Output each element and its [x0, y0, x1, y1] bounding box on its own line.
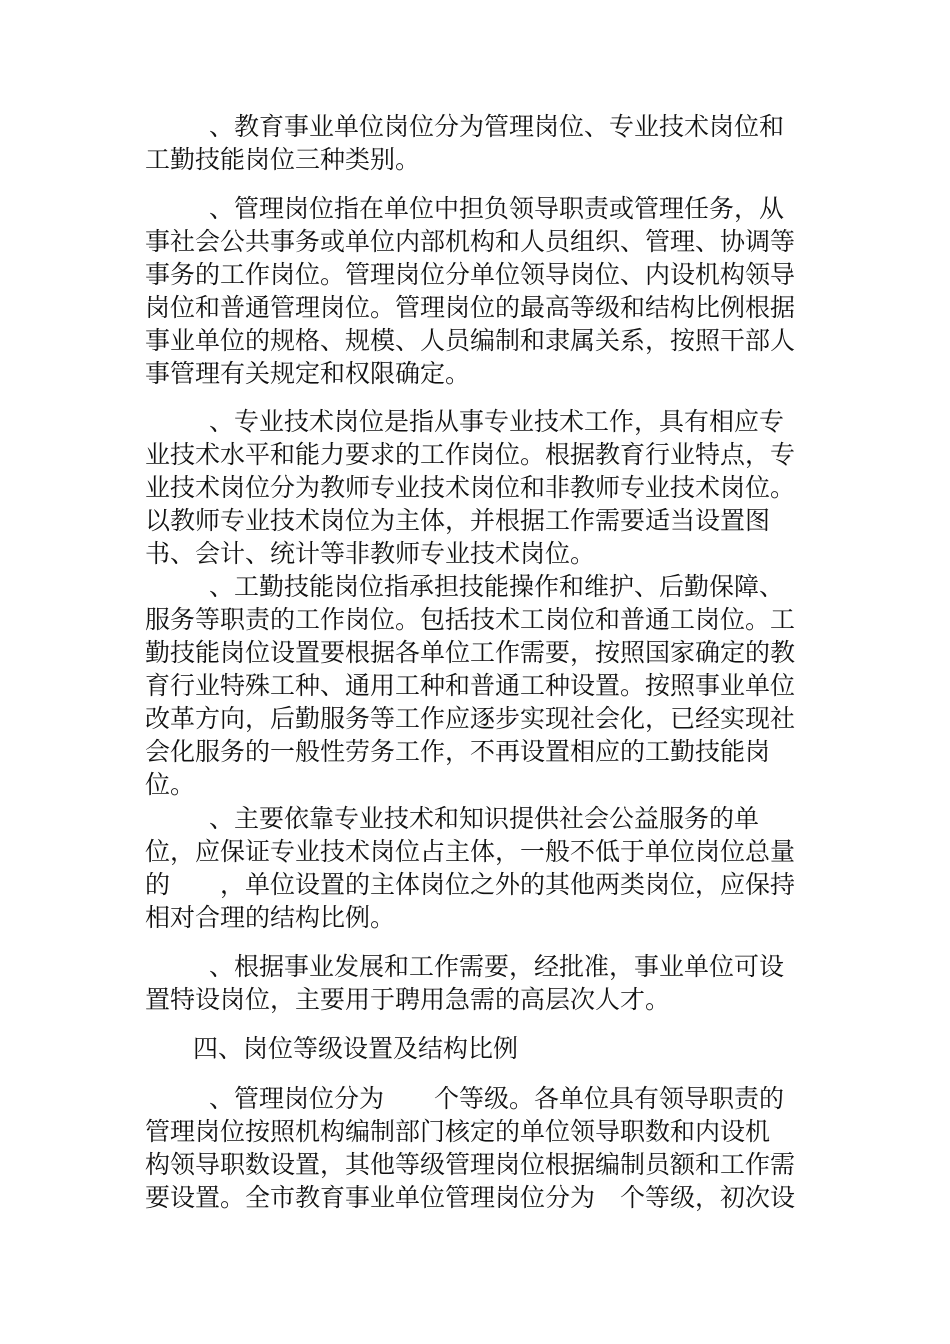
text-line: 工勤技能岗位三种类别。: [145, 145, 421, 174]
paragraph-public-service-units: [145, 802, 825, 934]
paragraph-skilled-worker-posts: [145, 570, 825, 801]
heading-text: 四、岗位等级设置及结构比例: [193, 1034, 519, 1063]
text-line: 的 ，单位设置的主体岗位之外的其他两类岗位，应保持: [145, 870, 796, 899]
text-line: 、教育事业单位岗位分为管理岗位、专业技术岗位和: [209, 112, 785, 141]
paragraph-special-posts: [145, 950, 825, 1016]
text-line: 事业单位的规格、规模、人员编制和隶属关系，按照干部人: [145, 326, 796, 355]
text-line: 、工勤技能岗位指承担技能操作和维护、后勤保障、: [209, 572, 785, 601]
text-line: 、根据事业发展和工作需要，经批准，事业单位可设: [209, 952, 785, 981]
text-line: 业技术岗位分为教师专业技术岗位和非教师专业技术岗位。: [145, 473, 796, 502]
text-line: 以教师专业技术岗位为主体，并根据工作需要适当设置图: [145, 506, 771, 535]
text-line: 、主要依靠专业技术和知识提供社会公益服务的单: [209, 804, 760, 833]
text-line: 管理岗位按照机构编制部门核定的单位领导职数和内设机: [145, 1117, 771, 1146]
text-line: 岗位和普通管理岗位。管理岗位的最高等级和结构比例根据: [145, 293, 796, 322]
text-line: 育行业特殊工种、通用工种和普通工种设置。按照事业单位: [145, 671, 796, 700]
text-line: 、管理岗位分为 个等级。各单位具有领导职责的: [209, 1084, 785, 1113]
text-line: 构领导职数设置，其他等级管理岗位根据编制员额和工作需: [145, 1150, 796, 1179]
paragraph-management-levels: [145, 1082, 825, 1214]
text-line: 改革方向，后勤服务等工作应逐步实现社会化，已经实现社: [145, 704, 796, 733]
text-line: 、专业技术岗位是指从事专业技术工作，具有相应专: [209, 407, 785, 436]
text-line: 事务的工作岗位。管理岗位分单位领导岗位、内设机构领导: [145, 260, 796, 289]
text-line: 位，应保证专业技术岗位占主体，一般不低于单位岗位总量: [145, 837, 796, 866]
text-line: 事社会公共事务或单位内部机构和人员组织、管理、协调等: [145, 227, 796, 256]
text-line: 要设置。全市教育事业单位管理岗位分为 个等级，初次设: [145, 1183, 796, 1212]
text-line: 相对合理的结构比例。: [145, 903, 396, 932]
text-line: 会化服务的一般性劳务工作，不再设置相应的工勤技能岗: [145, 737, 771, 766]
text-line: 置特设岗位，主要用于聘用急需的高层次人才。: [145, 985, 671, 1014]
text-line: 勤技能岗位设置要根据各单位工作需要，按照国家确定的教: [145, 638, 796, 667]
text-line: 业技术水平和能力要求的工作岗位。根据教育行业特点，专: [145, 440, 796, 469]
text-line: 位。: [145, 770, 196, 799]
paragraph-job-categories: [145, 110, 825, 176]
section-heading: [145, 1032, 825, 1065]
text-line: 服务等职责的工作岗位。包括技术工岗位和普通工岗位。工: [145, 605, 796, 634]
paragraph-management-posts: [145, 192, 825, 390]
text-line: 事管理有关规定和权限确定。: [145, 359, 471, 388]
paragraph-technical-posts: [145, 405, 825, 570]
text-line: 、管理岗位指在单位中担负领导职责或管理任务，从: [209, 194, 785, 223]
text-line: 书、会计、统计等非教师专业技术岗位。: [145, 539, 596, 568]
